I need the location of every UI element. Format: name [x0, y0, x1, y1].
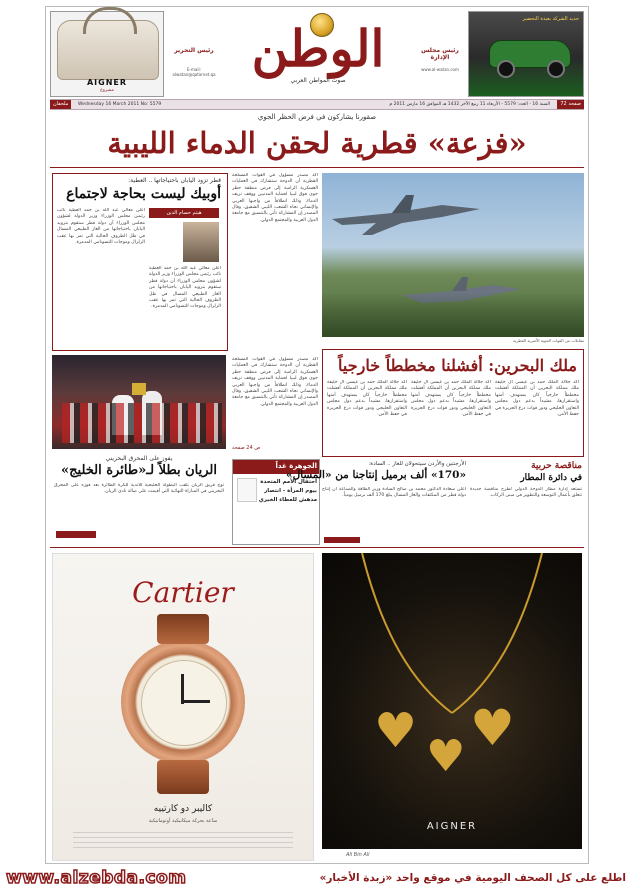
airport-kicker: مناقصة حربية	[531, 461, 582, 471]
car-ad-text: جديد الشركة بعيدة التحضير	[522, 16, 579, 22]
supplements-tag: ملحقان	[50, 100, 71, 109]
watch-dial	[141, 660, 227, 746]
more-link[interactable]	[56, 531, 96, 538]
divider	[50, 167, 584, 168]
car-ad[interactable]	[468, 11, 584, 97]
sports-headline[interactable]: الريان بطلاً لـ«طائرة الخليج»	[61, 463, 217, 478]
wheel-icon	[547, 60, 565, 78]
lead-headline[interactable]: «فزعة» قطرية لحقن الدماء الليبية	[107, 126, 527, 160]
airport-story	[470, 459, 582, 543]
handbag-image	[57, 20, 159, 80]
lead-kicker: صقورنا يشاركون في فرض الحظر الجوي	[257, 113, 377, 121]
volleyball-team-photo[interactable]	[52, 355, 226, 449]
masthead-logo: الوطن	[251, 19, 385, 78]
cartier-logo: Cartier	[132, 576, 234, 609]
fine-print	[73, 832, 293, 852]
watch-strap-top	[157, 614, 209, 644]
watch-image	[121, 640, 245, 764]
bahrain-body-col3: أكد جلالة الملك حمد بن عيسى آل خليفة ملك مملكة البحرين أن المملكة أفشلت مخططاً خارجياً كان يستهدف أمنها واستقرارها، مشيداً بدعم دول مجلس التعاون الخليجي ودور قوات درع الجزيرة في حفظ الأمن.	[495, 380, 579, 418]
opec-byline: هيثم حسام الدين	[149, 208, 219, 218]
aigner-ad[interactable]	[50, 11, 164, 97]
heart-pendant-icon: ♥	[470, 699, 515, 757]
footer-slogan: اطلع على كل الصحف اليومية في موقع واحد «زبدة الأخبار»	[319, 872, 626, 884]
bahrain-story-box	[322, 349, 584, 457]
jet-photo-caption: مقاتلات من القوات الجوية الأميرية القطرية	[512, 338, 584, 343]
cartier-ad[interactable]	[52, 553, 314, 861]
promo-text: احتفال الأمم المتحدة بيوم المرأة - انتصار مدهش للعطاء الخيري	[258, 479, 317, 503]
bahrain-body-col1: أكد جلالة الملك حمد بن عيسى آل خليفة ملك مملكة البحرين أن المملكة أفشلت مخططاً خارجياً كان يستهدف أمنها واستقرارها، مشيداً بدعم دول مجلس التعاون الخليجي ودور قوات درع الجزيرة في حفظ الأمن.	[327, 380, 407, 418]
lead-story-body-cont: أكد مصدر مسؤول في القوات المسلحة القطرية أن الدوحة ستشارك في العمليات العسكرية الرامية إلى فرض منطقة حظر جوي فوق ليبيا لحماية المدنيين ووقف نزيف الدماء، وذلك انطلاقاً من واجبها العربي والإنساني تجاه الشعب الليبي الشقيق، وقال المصدر إن المشاركة تأتي بالتنسيق مع جامعة الدول العربية والمجتمع الدولي.	[232, 357, 318, 407]
footer-banner[interactable]	[0, 866, 632, 894]
date-strip-arabic: السنة 16 - العدد: 5579 - الأربعاء 11 ربيع الآخر 1432 هـ الموافق 16 مارس 2011 م	[389, 102, 550, 107]
grass	[322, 293, 584, 337]
aigner-ad-text: مشروع	[100, 88, 114, 93]
watch-strap-bottom	[157, 760, 209, 794]
divider	[50, 547, 584, 548]
bahrain-headline[interactable]: ملك البحرين: أفشلنا مخططاً خارجياً	[338, 356, 577, 375]
sports-kicker: يفوز على المحرق البحريني	[105, 455, 173, 462]
lead-story-body: أكد مصدر مسؤول في القوات المسلحة القطرية أن الدوحة ستشارك في العمليات العسكرية الرامية إلى فرض منطقة حظر جوي فوق ليبيا لحماية المدنيين ووقف نزيف الدماء، وذلك انطلاقاً من واجبها العربي والإنساني تجاه الشعب الليبي الشقيق، وقال المصدر إن المشاركة تأتي بالتنسيق مع جامعة الدول العربية والمجتمع الدولي.	[232, 173, 318, 223]
cartier-details: ساعة بحركة ميكانيكية أوتوماتيكية	[148, 818, 218, 824]
airport-body: تستعد إدارة مطار الدوحة الدولي لطرح مناقصة جديدة تتعلق بأعمال التوسعة والتطوير في مبنى الركاب.	[470, 487, 582, 499]
jet-icon	[332, 191, 482, 239]
jet-fighter-photo[interactable]	[322, 173, 584, 337]
opec-headline[interactable]: أوبيك ليست بحاجة لاجتماع	[66, 186, 221, 202]
heart-pendant-icon: ♥	[374, 703, 418, 759]
pages-tag: 72 صفحة	[557, 100, 584, 109]
opec-kicker: قطر تزود اليابان باحتياجاتها .. العطية:	[128, 177, 221, 184]
masthead-email: E-mail: alwatan@qatarnet.qa	[172, 67, 216, 77]
cartier-model: كاليبر دو كارتييه	[153, 804, 213, 814]
aigner-ad-brand: AIGNER	[86, 78, 128, 87]
jewel-ad-brand: AIGNER	[426, 821, 478, 832]
jewel-ad-caption: Ali Bin Ali	[346, 852, 370, 858]
author-photo	[183, 222, 219, 262]
masthead-website: www.al-watan.com	[421, 67, 459, 72]
footer-site[interactable]: www.alzebda.com	[6, 868, 187, 888]
opec-story-box	[52, 173, 228, 351]
necklace-chain	[342, 553, 562, 723]
watch-hand	[182, 700, 210, 703]
sports-story	[52, 453, 226, 541]
promo-thumb	[237, 478, 257, 502]
logo-block	[224, 11, 412, 87]
opec-body-col1: أعلن معالي عبد الله بن حمد العطية نائب رئيس مجلس الوزراء وزير الدولة لشؤون مجلس الوزراء أن دولة قطر ستقوم بتزويد اليابان باحتياجاتها من الغاز الطبيعي المسال في ظل الظروف الحالية التي تمر بها عقب الزلزال وموجات التسونامي المدمرة.	[57, 208, 145, 246]
promo-brand: الجوهرة غداً	[275, 462, 317, 470]
date-strip-english: Wednesday 16 March 2011 No: 5579	[78, 102, 162, 107]
date-strip	[50, 99, 584, 110]
lng-kicker: الأرجنتين والأردن سيتحولان للغاز .. السادة:	[368, 461, 466, 467]
lng-body: أعلن سعادة الدكتور محمد بن صالح السادة وزير الطاقة والصناعة أن إنتاج دولة قطر من المكثفات والغاز المسال يبلغ 170 ألف برميل يومياً.	[322, 487, 466, 499]
bahrain-body-col2: أكد جلالة الملك حمد بن عيسى آل خليفة ملك مملكة البحرين أن المملكة أفشلت مخططاً خارجياً كان يستهدف أمنها واستقرارها، مشيداً بدعم دول مجلس التعاون الخليجي ودور قوات درع الجزيرة في حفظ الأمن.	[411, 380, 491, 418]
lead-more-link[interactable]: ص 24 صفحة	[232, 445, 261, 451]
opec-body-col2: أعلن معالي عبد الله بن حمد العطية نائب رئيس مجلس الوزراء وزير الدولة لشؤون مجلس الوزراء أن دولة قطر ستقوم بتزويد اليابان باحتياجاتها من الغاز الطبيعي المسال في ظل الظروف الحالية التي تمر بها عقب الزلزال وموجات التسونامي المدمرة.	[149, 266, 221, 310]
trophy-icon	[132, 383, 146, 395]
wheel-icon	[497, 60, 515, 78]
more-link[interactable]	[324, 537, 360, 543]
jewellery-ad[interactable]	[322, 553, 582, 849]
players-row	[62, 403, 222, 443]
masthead-subtitle: صوت المواطن العربي	[290, 77, 346, 84]
heart-pendant-icon: ♥	[426, 731, 466, 782]
airport-headline[interactable]: في دائرة المطار	[520, 473, 582, 483]
sports-body: توج فريق الريان بلقب البطولة الخليجية للأندية للكرة الطائرة بعد فوزه على المحرق البحريني في المباراة النهائية التي أقيمت على صالة نادي الريان.	[54, 483, 224, 495]
newspaper-page	[45, 6, 589, 864]
chairman: رئيس مجلس الإدارة	[421, 47, 459, 61]
editor-in-chief: رئيس التحرير	[174, 47, 214, 54]
lng-headline[interactable]: «170» ألف برميل إنتاجنا من «المسال»	[286, 469, 466, 481]
